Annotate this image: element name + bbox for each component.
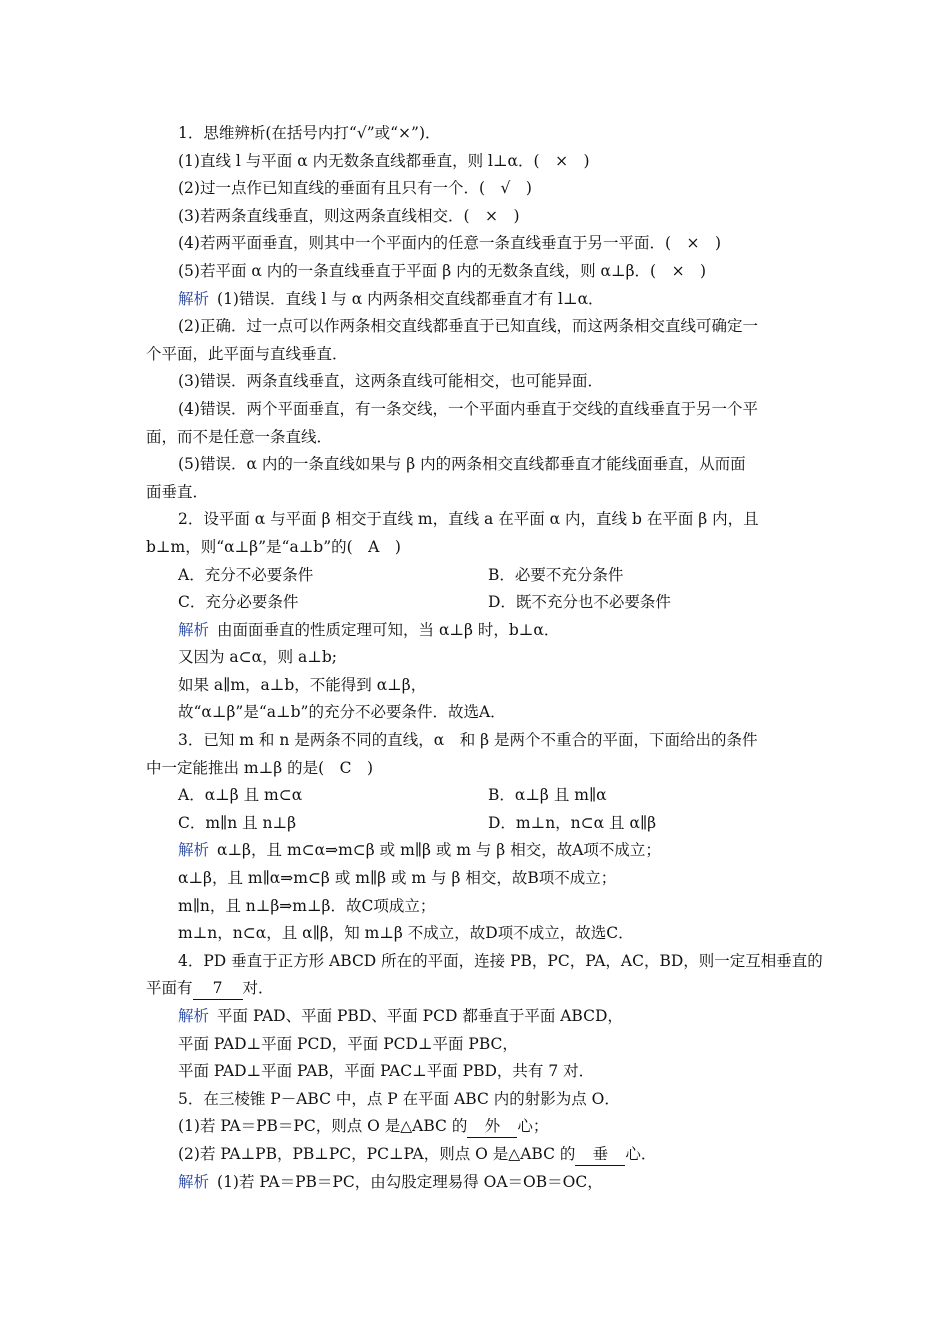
line-text: 故“α⊥β”是“a⊥b”的充分不必要条件．故选A． (178, 703, 506, 722)
line-text: (1)若 PA＝PB＝PC，由勾股定理易得 OA＝OB＝OC， (217, 1172, 603, 1191)
text-line (146, 534, 806, 562)
text-line (146, 699, 806, 727)
text-line (146, 644, 806, 672)
answer-blank: 外 (467, 1115, 517, 1138)
text-line (146, 120, 806, 148)
line-text: α⊥β，且 m∥α⇒m⊂β 或 m∥β 或 m 与 β 相交，故B项不成立； (178, 869, 617, 888)
text-line (146, 1141, 806, 1169)
text-line (146, 617, 806, 645)
line-text: (1)错误．直线 l 与 α 内两条相交直线都垂直才有 l⊥α． (217, 289, 604, 308)
text-line (146, 865, 806, 893)
line-text: 心． (625, 1144, 657, 1163)
text-line (146, 837, 806, 865)
text-line (146, 727, 806, 755)
line-text: 1．思维辨析(在括号内打“√”或“×”)． (178, 124, 441, 142)
text-line (146, 396, 806, 424)
line-text: 平面 PAD⊥平面 PCD，平面 PCD⊥平面 PBC， (178, 1034, 518, 1053)
line-text: (2)若 PA⊥PB，PB⊥PC，PC⊥PA，则点 O 是△ABC 的 (178, 1144, 576, 1163)
line-text: 5．在三棱锥 P－ABC 中，点 P 在平面 ABC 内的射影为点 O． (178, 1089, 620, 1108)
line-text: (1)直线 l 与平面 α 内无数条直线都垂直，则 l⊥α．( × ) (178, 151, 590, 170)
text-line (146, 1058, 806, 1086)
option-right: B．必要不充分条件 (488, 565, 624, 584)
analysis-label: 解析 (178, 620, 210, 639)
line-text: (3)错误．两条直线垂直，这两条直线可能相交，也可能异面． (178, 372, 603, 391)
text-line (146, 589, 806, 617)
text-line (146, 948, 823, 976)
text-line (146, 810, 806, 838)
line-text: (1)若 PA＝PB＝PC，则点 O 是△ABC 的 (178, 1117, 468, 1136)
text-line (146, 424, 806, 452)
analysis-label: 解析 (178, 1172, 210, 1191)
line-text: 由面面垂直的性质定理可知，当 α⊥β 时，b⊥α． (217, 620, 560, 639)
text-line (146, 562, 806, 590)
text-line (146, 1113, 806, 1141)
line-text: (4)若两平面垂直，则其中一个平面内的任意一条直线垂直于另一平面．( × ) (178, 234, 722, 253)
text-line (146, 341, 806, 369)
line-text: 面，而不是任意一条直线． (146, 427, 333, 446)
line-text: 个平面，此平面与直线垂直． (146, 344, 348, 363)
line-text: m⊥n，n⊂α，且 α∥β，知 m⊥β 不成立，故D项不成立，故选C． (178, 924, 634, 943)
line-text: α⊥β，且 m⊂α⇒m⊂β 或 m∥β 或 m 与 β 相交，故A项不成立； (217, 841, 661, 860)
text-line (146, 368, 806, 396)
answer-blank: 7 (193, 977, 243, 1000)
line-text: 又因为 a⊂α，则 a⊥b; (178, 648, 338, 667)
line-text: 平面 PAD、平面 PBD、平面 PCD 都垂直于平面 ABCD， (217, 1007, 623, 1025)
line-text: 2．设平面 α 与平面 β 相交于直线 m，直线 a 在平面 α 内，直线 b 在平面 β 内，且 (178, 510, 759, 529)
line-text: 对． (242, 979, 274, 998)
document-body (146, 120, 823, 1196)
text-line (146, 672, 806, 700)
text-line (146, 1086, 806, 1114)
text-line (146, 286, 806, 314)
line-text: 面垂直． (146, 482, 209, 501)
option-left: C．m∥n 且 n⊥β (178, 813, 297, 832)
option-left: A．充分不必要条件 (178, 565, 314, 584)
text-line (146, 148, 806, 176)
analysis-label: 解析 (178, 289, 210, 308)
line-text: b⊥m，则“α⊥β”是“a⊥b”的( A ) (146, 537, 401, 556)
text-line (146, 230, 806, 258)
line-text: 4．PD 垂直于正方形 ABCD 所在的平面，连接 PB，PC，PA，AC，BD，则一定互相垂直的 (178, 951, 823, 970)
text-line (146, 755, 806, 783)
line-text: (2)正确．过一点可以作两条相交直线都垂直于已知直线，而这两条相交直线可确定一 (178, 317, 758, 336)
text-line (146, 175, 806, 203)
text-line (146, 893, 806, 921)
option-right: D．既不充分也不必要条件 (488, 593, 671, 612)
text-line (146, 782, 806, 810)
line-text: 平面有 (146, 979, 193, 998)
text-line (146, 506, 806, 534)
analysis-label: 解析 (178, 841, 210, 860)
text-line (146, 920, 806, 948)
option-right: D．m⊥n，n⊂α 且 α∥β (488, 813, 657, 832)
text-line (146, 258, 806, 286)
line-text: 心； (517, 1117, 549, 1136)
line-text: (3)若两条直线垂直，则这两条直线相交．( × ) (178, 206, 520, 225)
line-text: 中一定能推出 m⊥β 的是( C ) (146, 758, 374, 777)
text-line (146, 1031, 806, 1059)
text-line (146, 203, 806, 231)
option-left: C．充分必要条件 (178, 593, 299, 612)
line-text: (2)过一点作已知直线的垂面有且只有一个．( √ ) (178, 179, 532, 198)
text-line (146, 313, 806, 341)
line-text: (4)错误．两个平面垂直，有一条交线，一个平面内垂直于交线的直线垂直于另一个平 (178, 399, 758, 418)
text-line (146, 1169, 806, 1197)
text-line (146, 1003, 806, 1031)
text-line (146, 451, 806, 479)
line-text: (5)错误．α 内的一条直线如果与 β 内的两条相交直线都垂直才能线面垂直，从而面 (178, 455, 746, 474)
option-left: A．α⊥β 且 m⊂α (178, 786, 303, 805)
analysis-label: 解析 (178, 1007, 210, 1025)
text-line (146, 975, 806, 1003)
line-text: m∥n，且 n⊥β⇒m⊥β．故C项成立； (178, 896, 436, 915)
line-text: 如果 a∥m，a⊥b，不能得到 α⊥β， (178, 675, 427, 694)
option-right: B．α⊥β 且 m∥α (488, 786, 607, 805)
answer-blank: 垂 (575, 1143, 625, 1166)
line-text: 平面 PAD⊥平面 PAB，平面 PAC⊥平面 PBD，共有 7 对． (178, 1062, 595, 1081)
line-text: (5)若平面 α 内的一条直线垂直于平面 β 内的无数条直线，则 α⊥β．( × ) (178, 261, 707, 280)
text-line (146, 479, 806, 507)
line-text: 3．已知 m 和 n 是两条不同的直线，α 和 β 是两个不重合的平面，下面给出的条件 (178, 731, 758, 750)
